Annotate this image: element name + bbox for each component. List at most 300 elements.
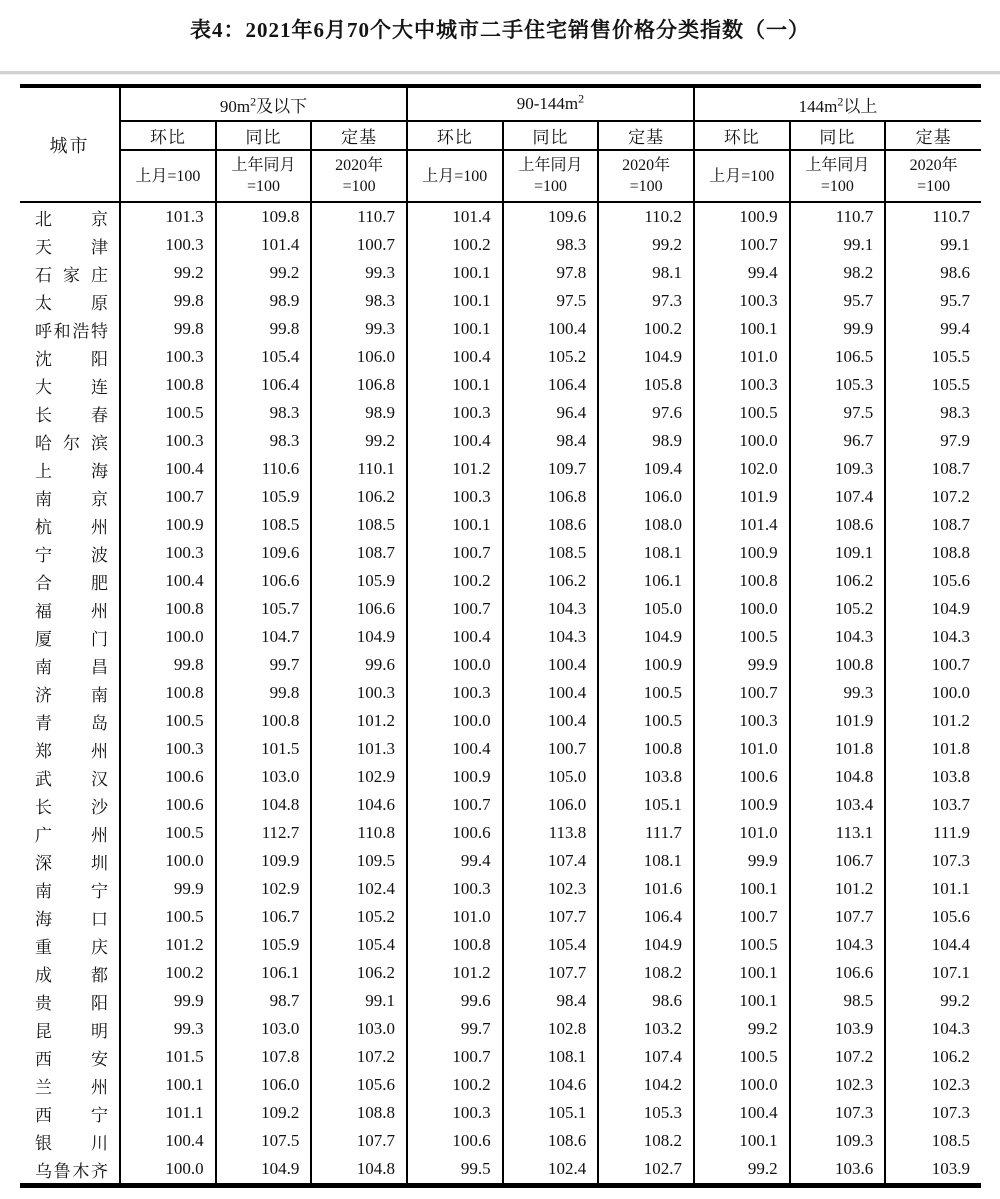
index-value-cell: 100.3 [694,371,790,399]
index-value-cell: 100.5 [598,707,694,735]
index-value-cell: 101.0 [694,343,790,371]
city-name: 西宁 [35,1105,108,1125]
index-value-cell: 102.9 [311,763,407,791]
header-row-metrics [20,121,981,150]
index-value-cell: 97.5 [790,399,886,427]
index-value-cell: 105.6 [311,1071,407,1099]
index-value-cell: 98.3 [885,399,981,427]
city-cell [20,707,120,735]
index-value-cell: 99.1 [311,987,407,1015]
index-value-cell: 100.7 [885,651,981,679]
table-row [20,539,981,567]
header-base-prev-month [694,150,790,202]
index-value-cell: 101.5 [120,1043,216,1071]
index-value-cell: 101.2 [790,875,886,903]
index-value-cell: 103.0 [216,1015,312,1043]
index-value-cell: 104.9 [598,931,694,959]
index-value-cell: 99.3 [311,259,407,287]
city-cell [20,315,120,343]
index-value-cell: 100.7 [407,539,503,567]
city-name: 济南 [35,685,108,705]
index-value-cell: 110.7 [885,202,981,231]
index-value-cell: 108.8 [311,1099,407,1127]
index-value-cell: 100.2 [407,1071,503,1099]
index-value-cell: 105.5 [885,343,981,371]
city-cell [20,903,120,931]
index-value-cell: 99.2 [120,259,216,287]
index-value-cell: 100.3 [407,875,503,903]
index-value-cell: 98.4 [503,427,599,455]
index-value-cell: 100.1 [694,315,790,343]
index-value-cell: 98.1 [598,259,694,287]
table-row [20,819,981,847]
index-value-cell: 113.1 [790,819,886,847]
index-value-cell: 110.2 [598,202,694,231]
index-value-cell: 99.2 [694,1155,790,1186]
index-value-cell: 100.3 [407,679,503,707]
city-name: 大连 [35,377,108,397]
table-row [20,259,981,287]
index-value-cell: 104.7 [216,623,312,651]
city-cell [20,819,120,847]
index-value-cell: 109.6 [503,202,599,231]
table-row [20,931,981,959]
index-value-cell: 97.5 [503,287,599,315]
city-cell [20,651,120,679]
base-line2: =100 [342,178,376,195]
index-value-cell: 99.2 [311,427,407,455]
index-value-cell: 99.2 [694,1015,790,1043]
header-group-144-above [694,86,981,121]
base-line1: 上年同月 [231,157,296,174]
base-line2: =100 [533,178,567,195]
index-value-cell: 100.1 [407,511,503,539]
index-value-cell: 102.0 [694,455,790,483]
index-value-cell: 106.0 [503,791,599,819]
index-value-cell: 109.3 [790,1127,886,1155]
table-row [20,651,981,679]
table-row [20,1155,981,1186]
index-value-cell: 100.8 [120,371,216,399]
header-metric-fixed-base: 定基 [311,121,407,150]
index-value-cell: 99.4 [407,847,503,875]
city-name: 海口 [35,909,108,929]
index-value-cell: 103.7 [885,791,981,819]
index-value-cell: 102.4 [503,1155,599,1186]
city-name: 长春 [35,405,108,425]
index-value-cell: 98.7 [216,987,312,1015]
table-row [20,567,981,595]
index-value-cell: 100.7 [407,595,503,623]
table-row [20,987,981,1015]
index-value-cell: 106.0 [311,343,407,371]
index-value-cell: 100.4 [120,1127,216,1155]
index-value-cell: 109.9 [216,847,312,875]
city-name: 郑州 [35,741,108,761]
index-value-cell: 105.1 [503,1099,599,1127]
index-value-cell: 100.4 [503,679,599,707]
index-value-cell: 100.4 [694,1099,790,1127]
index-value-cell: 105.9 [216,483,312,511]
index-value-cell: 106.6 [790,959,886,987]
city-cell [20,371,120,399]
index-value-cell: 113.8 [503,819,599,847]
index-value-cell: 101.0 [694,819,790,847]
index-value-cell: 101.8 [790,735,886,763]
index-value-cell: 99.2 [885,987,981,1015]
index-value-cell: 100.5 [120,819,216,847]
table-row [20,1127,981,1155]
index-value-cell: 109.1 [790,539,886,567]
index-value-cell: 101.8 [885,735,981,763]
index-value-cell: 109.3 [790,455,886,483]
group-label-suffix: 以上 [843,96,878,116]
base-line1: 2020年 [909,157,958,174]
index-value-cell: 100.1 [694,875,790,903]
city-name: 石家庄 [35,265,108,285]
city-cell [20,763,120,791]
group-label-prefix: 90m [219,96,251,116]
index-value-cell: 97.9 [885,427,981,455]
index-value-cell: 105.6 [885,903,981,931]
index-value-cell: 100.0 [694,427,790,455]
index-value-cell: 103.0 [311,1015,407,1043]
index-value-cell: 106.0 [598,483,694,511]
index-value-cell: 100.3 [120,231,216,259]
index-value-cell: 105.3 [598,1099,694,1127]
index-value-cell: 100.7 [407,791,503,819]
index-value-cell: 110.6 [216,455,312,483]
index-value-cell: 103.4 [790,791,886,819]
index-value-cell: 105.4 [311,931,407,959]
index-value-cell: 104.9 [311,623,407,651]
base-line1: 2020年 [622,157,671,174]
index-value-cell: 100.6 [694,763,790,791]
city-name: 哈尔滨 [35,433,108,453]
index-value-cell: 100.5 [120,399,216,427]
index-value-cell: 99.9 [694,651,790,679]
index-value-cell: 100.1 [120,1071,216,1099]
index-value-cell: 108.0 [598,511,694,539]
index-value-cell: 106.6 [311,595,407,623]
index-value-cell: 100.3 [694,707,790,735]
index-value-cell: 100.6 [407,819,503,847]
index-value-cell: 105.4 [503,931,599,959]
header-base-2020 [885,150,981,202]
index-value-cell: 108.6 [503,511,599,539]
index-value-cell: 106.1 [216,959,312,987]
base-line1: 2020年 [335,157,384,174]
index-value-cell: 108.5 [311,511,407,539]
header-base-prev-year [503,150,599,202]
header-metric-mom: 环比 [694,121,790,150]
index-value-cell: 104.3 [790,623,886,651]
index-value-cell: 106.4 [216,371,312,399]
index-value-cell: 109.4 [598,455,694,483]
table-row [20,287,981,315]
index-value-cell: 99.8 [216,679,312,707]
city-name: 福州 [35,601,108,621]
index-value-cell: 107.7 [503,959,599,987]
index-value-cell: 101.6 [598,875,694,903]
header-metric-fixed-base: 定基 [885,121,981,150]
index-value-cell: 97.6 [598,399,694,427]
index-value-cell: 100.7 [503,735,599,763]
title-divider [0,71,1000,75]
index-value-cell: 98.9 [216,287,312,315]
index-value-cell: 108.2 [598,1127,694,1155]
index-value-cell: 97.8 [503,259,599,287]
city-cell [20,231,120,259]
index-value-cell: 108.5 [503,539,599,567]
index-value-cell: 106.1 [598,567,694,595]
index-value-cell: 98.9 [311,399,407,427]
city-name: 广州 [35,825,108,845]
city-cell [20,455,120,483]
index-value-cell: 106.2 [503,567,599,595]
index-value-cell: 97.3 [598,287,694,315]
table-row [20,735,981,763]
index-value-cell: 107.7 [311,1127,407,1155]
index-value-cell: 107.1 [885,959,981,987]
city-name: 杭州 [35,517,108,537]
index-value-cell: 102.9 [216,875,312,903]
index-value-cell: 109.8 [216,202,312,231]
index-value-cell: 100.3 [694,287,790,315]
index-value-cell: 104.3 [503,623,599,651]
index-value-cell: 101.9 [694,483,790,511]
city-name: 青岛 [35,713,108,733]
table-row [20,371,981,399]
table-row [20,231,981,259]
index-value-cell: 101.1 [885,875,981,903]
index-value-cell: 107.3 [790,1099,886,1127]
index-value-cell: 102.7 [598,1155,694,1186]
index-value-cell: 109.5 [311,847,407,875]
header-base-prev-month [120,150,216,202]
city-cell [20,511,120,539]
index-value-cell: 108.5 [216,511,312,539]
city-cell [20,959,120,987]
table-row [20,343,981,371]
superscript-2: 2 [250,93,257,108]
index-value-cell: 100.2 [120,959,216,987]
index-value-cell: 107.7 [790,903,886,931]
index-value-cell: 110.7 [311,202,407,231]
index-value-cell: 101.2 [407,959,503,987]
index-value-cell: 106.4 [598,903,694,931]
index-value-cell: 104.6 [503,1071,599,1099]
index-value-cell: 98.4 [503,987,599,1015]
index-value-cell: 106.7 [790,847,886,875]
index-value-cell: 101.2 [407,455,503,483]
index-value-cell: 105.2 [790,595,886,623]
index-value-cell: 100.9 [694,539,790,567]
city-name: 太原 [35,293,108,313]
city-name: 兰州 [35,1077,108,1097]
index-value-cell: 102.8 [503,1015,599,1043]
index-value-cell: 100.4 [407,735,503,763]
city-cell [20,483,120,511]
index-value-cell: 100.4 [503,707,599,735]
index-value-cell: 107.4 [598,1043,694,1071]
index-value-cell: 108.5 [885,1127,981,1155]
city-cell [20,623,120,651]
index-value-cell: 100.3 [120,343,216,371]
index-value-cell: 100.9 [694,202,790,231]
index-value-cell: 100.3 [407,1099,503,1127]
index-value-cell: 100.7 [694,903,790,931]
city-cell [20,1071,120,1099]
city-cell [20,343,120,371]
index-value-cell: 101.1 [120,1099,216,1127]
index-value-cell: 108.8 [885,539,981,567]
index-value-cell: 102.4 [311,875,407,903]
index-value-cell: 101.4 [216,231,312,259]
index-value-cell: 106.2 [790,567,886,595]
index-value-cell: 99.8 [120,651,216,679]
city-cell [20,1015,120,1043]
city-name: 乌鲁木齐 [35,1161,108,1181]
index-value-cell: 108.1 [598,539,694,567]
city-name: 上海 [35,461,108,481]
index-value-cell: 100.2 [407,231,503,259]
header-base-2020 [311,150,407,202]
city-name: 贵阳 [35,993,108,1013]
city-cell [20,202,120,231]
city-name: 宁波 [35,545,108,565]
price-index-table [20,84,981,1188]
index-value-cell: 100.1 [694,1127,790,1155]
index-value-cell: 105.2 [311,903,407,931]
index-value-cell: 100.5 [694,623,790,651]
header-metric-yoy: 同比 [503,121,599,150]
index-value-cell: 99.9 [120,875,216,903]
table-row [20,315,981,343]
index-value-cell: 105.5 [885,371,981,399]
city-name: 合肥 [35,573,108,593]
index-value-cell: 112.7 [216,819,312,847]
index-value-cell: 105.3 [790,371,886,399]
index-value-cell: 107.2 [885,483,981,511]
index-value-cell: 99.8 [216,315,312,343]
index-value-cell: 100.2 [407,567,503,595]
index-value-cell: 106.4 [503,371,599,399]
index-value-cell: 104.9 [216,1155,312,1186]
index-value-cell: 105.6 [885,567,981,595]
index-value-cell: 103.8 [598,763,694,791]
index-value-cell: 100.8 [790,651,886,679]
table-row [20,511,981,539]
index-value-cell: 100.9 [120,511,216,539]
index-value-cell: 101.0 [407,903,503,931]
index-value-cell: 104.3 [885,1015,981,1043]
index-value-cell: 104.9 [885,595,981,623]
index-value-cell: 103.2 [598,1015,694,1043]
index-value-cell: 108.6 [503,1127,599,1155]
index-value-cell: 100.4 [503,315,599,343]
superscript-2: 2 [837,93,844,108]
city-cell [20,1043,120,1071]
city-cell [20,1099,120,1127]
index-value-cell: 108.2 [598,959,694,987]
index-value-cell: 96.7 [790,427,886,455]
index-value-cell: 104.8 [311,1155,407,1186]
index-value-cell: 99.1 [885,231,981,259]
index-value-cell: 100.1 [407,371,503,399]
index-value-cell: 99.7 [216,651,312,679]
index-value-cell: 100.3 [120,427,216,455]
city-name: 北京 [35,209,108,229]
city-name: 昆明 [35,1021,108,1041]
table-row [20,427,981,455]
index-value-cell: 103.6 [790,1155,886,1186]
index-value-cell: 109.6 [216,539,312,567]
index-value-cell: 100.3 [120,735,216,763]
index-value-cell: 105.8 [598,371,694,399]
index-value-cell: 106.6 [216,567,312,595]
city-name: 重庆 [35,937,108,957]
index-value-cell: 99.8 [120,315,216,343]
index-value-cell: 107.3 [885,1099,981,1127]
index-value-cell: 99.1 [790,231,886,259]
index-value-cell: 100.1 [407,259,503,287]
index-value-cell: 100.5 [120,903,216,931]
city-name: 南宁 [35,881,108,901]
index-value-cell: 104.8 [216,791,312,819]
index-value-cell: 106.2 [885,1043,981,1071]
header-group-90-144 [407,86,694,121]
index-value-cell: 95.7 [790,287,886,315]
index-value-cell: 106.2 [311,959,407,987]
table-row [20,399,981,427]
base-line1: 上月=100 [422,167,488,185]
index-value-cell: 99.9 [790,315,886,343]
index-value-cell: 110.1 [311,455,407,483]
index-value-cell: 110.7 [790,202,886,231]
index-value-cell: 104.6 [311,791,407,819]
index-value-cell: 111.9 [885,819,981,847]
header-group-90-below [120,86,407,121]
index-value-cell: 105.1 [598,791,694,819]
index-value-cell: 95.7 [885,287,981,315]
index-value-cell: 100.9 [407,763,503,791]
city-name: 厦门 [35,629,108,649]
index-value-cell: 107.2 [790,1043,886,1071]
index-value-cell: 101.5 [216,735,312,763]
city-cell [20,287,120,315]
index-value-cell: 100.0 [120,623,216,651]
index-value-cell: 99.6 [311,651,407,679]
header-row-bases [20,150,981,202]
index-value-cell: 105.0 [598,595,694,623]
index-value-cell: 100.1 [694,959,790,987]
city-name: 南昌 [35,657,108,677]
index-value-cell: 100.7 [694,679,790,707]
index-value-cell: 104.2 [598,1071,694,1099]
index-value-cell: 100.0 [694,595,790,623]
index-value-cell: 100.0 [885,679,981,707]
header-metric-mom: 环比 [407,121,503,150]
table-row [20,763,981,791]
index-value-cell: 98.2 [790,259,886,287]
index-value-cell: 100.8 [598,735,694,763]
index-value-cell: 107.4 [503,847,599,875]
index-value-cell: 100.4 [407,343,503,371]
index-value-cell: 99.4 [885,315,981,343]
index-value-cell: 100.5 [120,707,216,735]
index-value-cell: 100.5 [694,931,790,959]
